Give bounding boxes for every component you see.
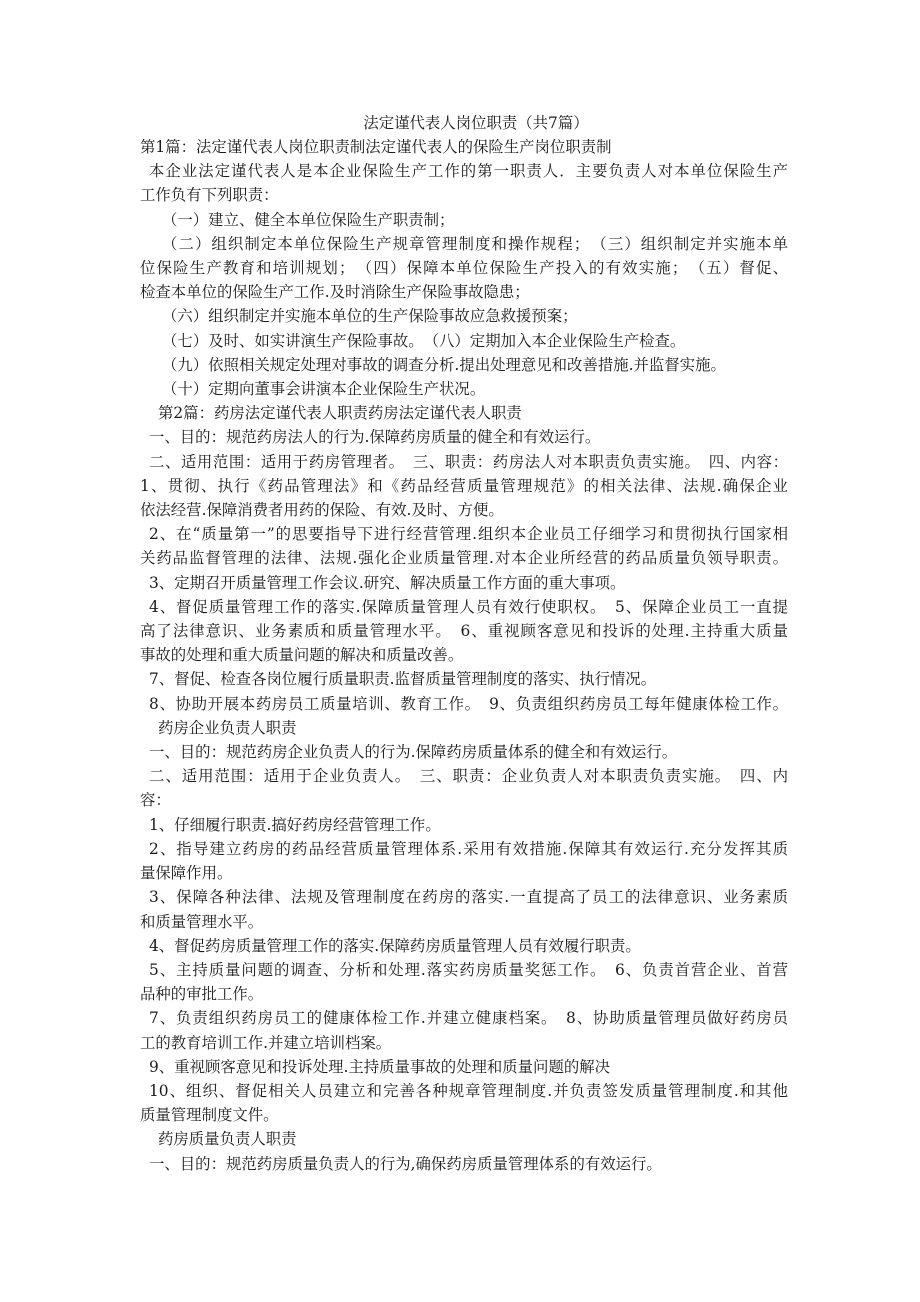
text-line: 1、贯彻、执行《药品管理法》和《药品经营质量管理规范》的相关法律、法规.确保企业 xyxy=(140,476,788,495)
text-line: 9、重视顾客意见和投诉处理.主持质量事故的处理和质量问题的解决 xyxy=(149,1057,611,1076)
text-line: （九）依照相关规定处理对事故的调查分析.提出处理意见和改善措施.并监督实施。 xyxy=(162,355,726,374)
text-line: （六）组织制定并实施本单位的生产保险事故应急救援预案； xyxy=(162,307,578,326)
text-line: 依法经营.保障消费者用药的保险、有效.及时、方便。 xyxy=(140,501,504,520)
text-line: 工的教育培训工作.并建立培训档案。 xyxy=(140,1033,392,1052)
text-line: 4、督促药房质量管理工作的落实.保障药房质量管理人员有效履行职责。 xyxy=(149,936,641,955)
text-line: 量保障作用。 xyxy=(140,864,233,883)
text-line: 4、督促质量管理工作的落实.保障质量管理人员有效行使职权。 5、保障企业员工一直提 xyxy=(149,597,788,616)
text-line: 2、在“质量第一”的思要指导下进行经营管理.组织本企业员工仔细学习和贯彻执行国家相 xyxy=(149,525,788,544)
text-line: 2、指导建立药房的药品经营质量管理体系.采用有效措施.保障其有效运行.充分发挥其质 xyxy=(149,839,788,858)
document-title: 法定谨代表人岗位职责（共7篇） xyxy=(363,114,589,132)
text-line: 3、定期召开质量管理工作会议.研究、解决质量工作方面的重大事项。 xyxy=(149,573,626,592)
text-line: 8、协助开展本药房员工质量培训、教育工作。 9、负责组织药房员工每年健康体检工作。 xyxy=(149,694,788,713)
text-line: 第2篇：药房法定谨代表人职责药房法定谨代表人职责 xyxy=(158,404,522,423)
text-line: 药房企业负责人职责 xyxy=(158,718,297,737)
text-line: 高了法律意识、业务素质和质量管理水平。 6、重视顾客意见和投诉的处理.主持重大质量 xyxy=(140,622,788,641)
text-line: 二、适用范围：适用于药房管理者。 三、职责：药房法人对本职责负责实施。 四、内容： xyxy=(149,452,788,471)
text-line: 事故的处理和重大质量问题的解决和质量改善。 xyxy=(140,646,464,665)
text-line: 第1篇：法定谨代表人岗位职责制法定谨代表人的保险生产岗位职责制 xyxy=(140,138,612,156)
text-line: 7、负责组织药房员工的健康体检工作.并建立健康档案。 8、协助质量管理员做好药房员 xyxy=(149,1009,788,1028)
text-line: 一、目的：规范药房企业负责人的行为.保障药房质量体系的健全和有效运行。 xyxy=(149,743,678,762)
text-line: 药房质量负责人职责 xyxy=(158,1130,297,1149)
text-line: 一、目的：规范药房质量负责人的行为,确保药房质量管理体系的有效运行。 xyxy=(149,1154,662,1173)
text-line: 二、适用范围：适用于企业负责人。 三、职责：企业负责人对本职责负责实施。 四、内 xyxy=(149,767,788,786)
text-line: 工作负有下列职责： xyxy=(140,186,279,205)
text-line: 品种的审批工作。 xyxy=(140,985,264,1004)
text-line: 位保险生产教育和培训规划； （四）保障本单位保险生产投入的有效实施； （五）督促、 xyxy=(140,259,788,278)
document-body xyxy=(140,135,788,1176)
text-line: 1、仔细履行职责.搞好药房经营管理工作。 xyxy=(149,815,441,834)
text-line: 本企业法定谨代表人是本企业保险生产工作的第一职责人．主要负责人对本单位保险生产 xyxy=(149,162,788,181)
text-line: 检查本单位的保险生产工作.及时消除生产保险事故隐患； xyxy=(140,283,530,302)
text-line: 10、组织、督促相关人员建立和完善各种规章管理制度.并负责签发质量管理制度.和其他 xyxy=(149,1081,788,1100)
text-line: 7、督促、检查各岗位履行质量职责.监督质量管理制度的落实、执行情况。 xyxy=(149,670,657,689)
text-line: 质量管理制度文件。 xyxy=(140,1106,279,1125)
text-line: （十）定期向董事会讲演本企业保险生产状况。 xyxy=(162,380,486,399)
text-line: （一）建立、健全本单位保险生产职责制； xyxy=(162,210,455,229)
text-line: （二）组织制定本单位保险生产规章管理制度和操作规程； （三）组织制定并实施本单 xyxy=(162,234,788,253)
text-line: 关药品监督管理的法律、法规.强化企业质量管理.对本企业所经营的药品质量负领导职责。 xyxy=(140,549,788,568)
text-line: （七）及时、如实讲演生产保险事故。 （八）定期加入本企业保险生产检查。 xyxy=(162,331,686,350)
text-line: 一、目的：规范药房法人的行为.保障药房质量的健全和有效运行。 xyxy=(149,428,601,447)
text-line: 3、保障各种法律、法规及管理制度在药房的落实.一直提高了员工的法律意识、业务素质 xyxy=(149,888,788,907)
document-page xyxy=(140,111,788,1176)
text-line: 和质量管理水平。 xyxy=(140,912,264,931)
text-line: 容： xyxy=(140,791,171,810)
text-line: 5、主持质量问题的调查、分析和处理.落实药房质量奖惩工作。 6、负责首营企业、首营 xyxy=(149,960,788,979)
